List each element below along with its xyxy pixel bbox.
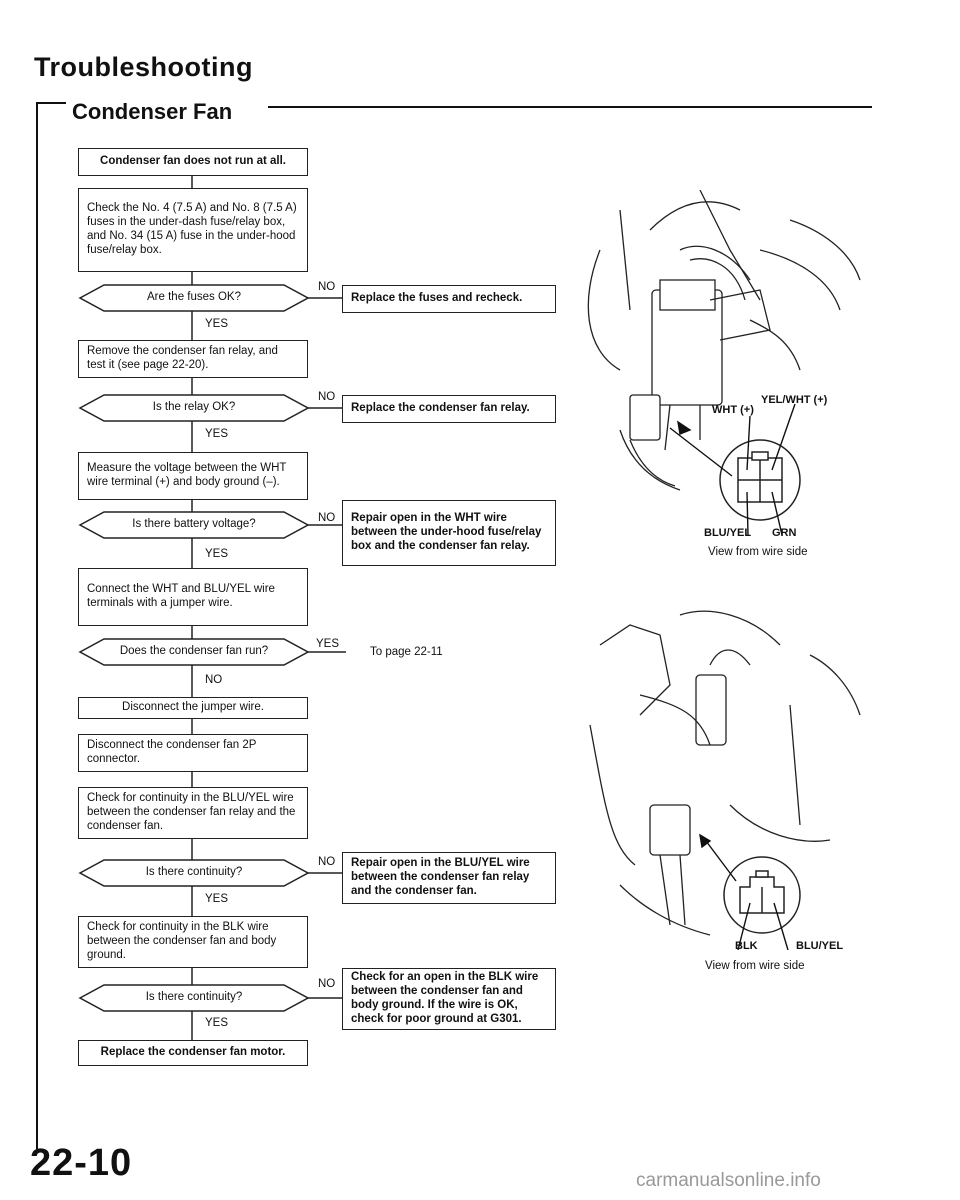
no-label: NO <box>318 978 336 990</box>
flow-step-check-fuses: Check the No. 4 (7.5 A) and No. 8 (7.5 A) fuses in the under-dash fuse/relay box, and No. 34 (15 A) fuse in the under-hood fuse/relay box. <box>78 188 308 272</box>
result-check-blk-open: Check for an open in the BLK wire between the condenser fan and body ground. If the wire is OK, check for poor ground at G301. <box>342 968 556 1030</box>
yes-label: YES <box>205 548 229 560</box>
question-voltage: Is there battery voltage? <box>132 518 256 530</box>
figure2-caption: View from wire side <box>705 960 805 972</box>
label-blk: BLK <box>735 940 758 952</box>
yes-label: YES <box>205 893 229 905</box>
result-repair-bluyel: Repair open in the BLU/YEL wire between the condenser fan relay and the condenser fan. <box>342 852 556 904</box>
label-wht: WHT (+) <box>712 404 754 416</box>
fan-connector-illustration <box>560 605 880 950</box>
footer-watermark: carmanualsonline.info <box>636 1170 821 1191</box>
label-grn: GRN <box>772 527 797 539</box>
yes-label: YES <box>205 318 229 330</box>
relay-connector-illustration <box>560 190 880 540</box>
question-fan-run: Does the condenser fan run? <box>119 645 269 657</box>
result-replace-relay: Replace the condenser fan relay. <box>342 395 556 423</box>
label-yelwht: YEL/WHT (+) <box>761 394 828 406</box>
label-bluyel: BLU/YEL <box>704 527 752 539</box>
flow-step-check-bluyel: Check for continuity in the BLU/YEL wire between the condenser fan relay and the condenser fan. <box>78 787 308 839</box>
question-relay: Is the relay OK? <box>152 401 236 413</box>
flow-step-connect-jumper: Connect the WHT and BLU/YEL wire terminals with a jumper wire. <box>78 568 308 626</box>
question-fuses: Are the fuses OK? <box>147 291 241 303</box>
no-label: NO <box>205 674 223 686</box>
question-continuity-1: Is there continuity? <box>145 866 243 878</box>
to-page-link[interactable]: To page 22-11 <box>370 646 443 658</box>
flow-step-remove-relay: Remove the condenser fan relay, and test it (see page 22-20). <box>78 340 308 378</box>
no-label: NO <box>318 391 336 403</box>
flow-end-box: Replace the condenser fan motor. <box>78 1040 308 1066</box>
yes-label: YES <box>205 1017 229 1029</box>
flow-step-measure-voltage: Measure the voltage between the WHT wire terminal (+) and body ground (–). <box>78 452 308 500</box>
flow-step-check-blk: Check for continuity in the BLK wire between the condenser fan and body ground. <box>78 916 308 968</box>
section-title: Condenser Fan <box>72 99 233 124</box>
result-repair-wht: Repair open in the WHT wire between the under-hood fuse/relay box and the condenser fan relay. <box>342 500 556 566</box>
no-label: NO <box>318 512 336 524</box>
yes-label: YES <box>316 638 340 650</box>
flow-step-disconnect-connector: Disconnect the condenser fan 2P connector. <box>78 734 308 772</box>
yes-label: YES <box>205 428 229 440</box>
figure1-caption: View from wire side <box>708 546 808 558</box>
page-number: 22-10 <box>30 1142 133 1184</box>
flow-start-box: Condenser fan does not run at all. <box>78 148 308 176</box>
result-replace-fuses: Replace the fuses and recheck. <box>342 285 556 313</box>
no-label: NO <box>318 281 336 293</box>
question-continuity-2: Is there continuity? <box>145 991 243 1003</box>
no-label: NO <box>318 856 336 868</box>
page-title: Troubleshooting <box>34 52 253 82</box>
flow-step-disconnect-jumper: Disconnect the jumper wire. <box>78 697 308 719</box>
label-bluyel-2: BLU/YEL <box>796 940 844 952</box>
